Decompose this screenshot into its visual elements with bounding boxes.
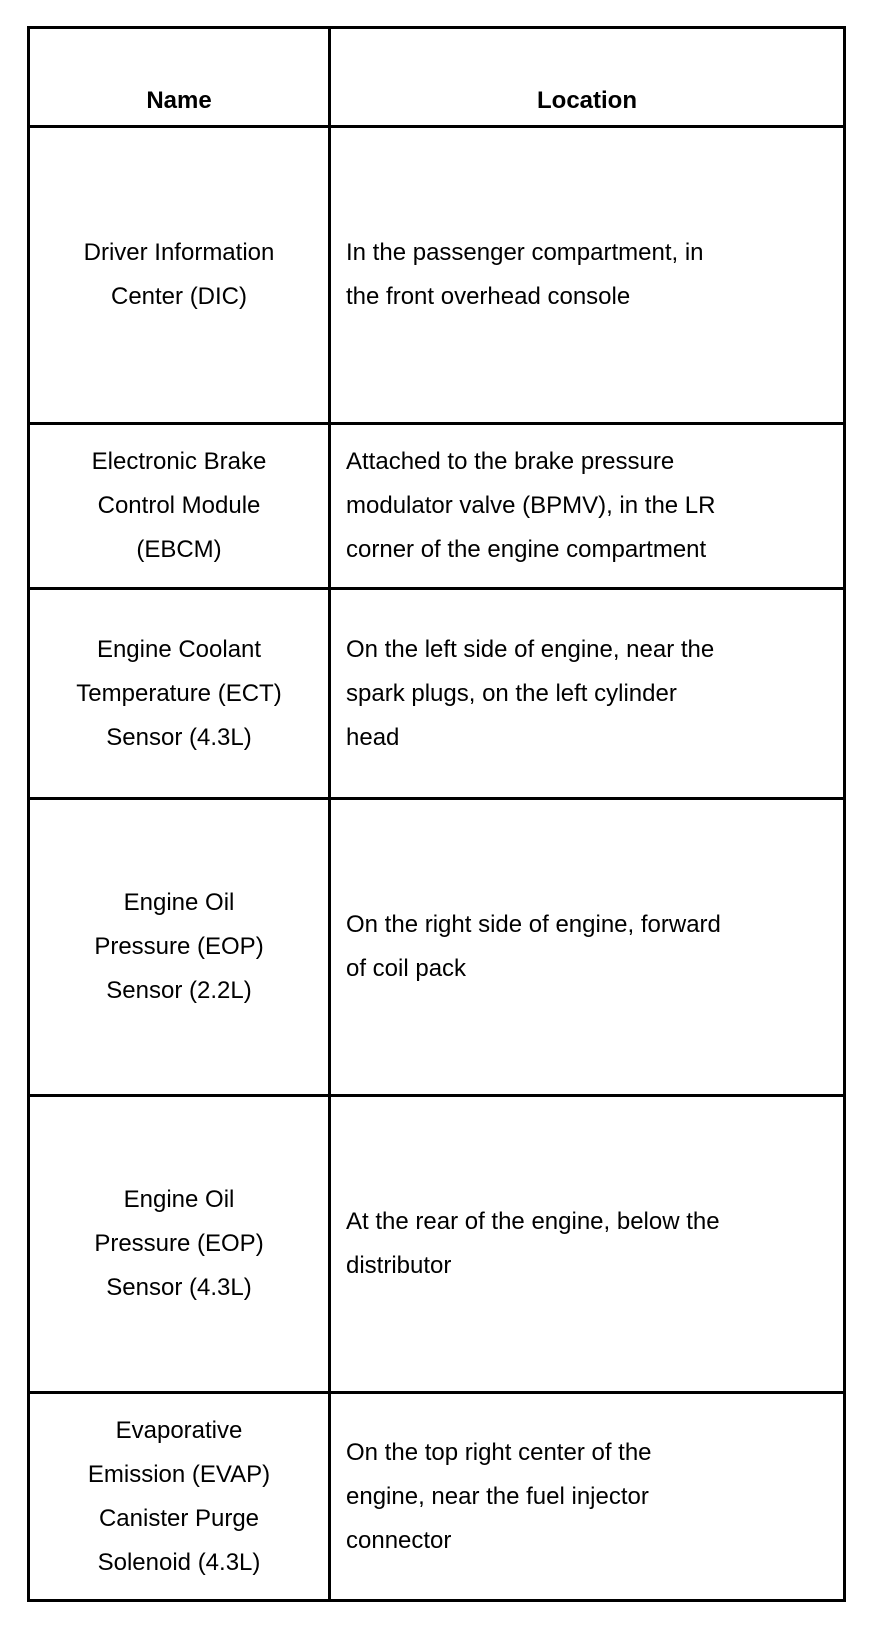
- name-header-label: Name: [146, 87, 212, 114]
- table-row: [29, 424, 845, 589]
- component-location: Attached to the brake pressure modulator valve (BPMV), in the LR corner of the engine compartment: [346, 448, 716, 563]
- table-row: [29, 799, 845, 1096]
- name-cell: [29, 127, 330, 424]
- component-location: On the right side of engine, forward of coil pack: [346, 911, 721, 982]
- component-name: Driver Information Center (DIC): [83, 239, 275, 310]
- table-row: [29, 1393, 845, 1601]
- component-name: Electronic Brake Control Module (EBCM): [91, 448, 267, 563]
- location-header-label: Location: [537, 87, 637, 114]
- component-name: Engine Oil Pressure (EOP) Sensor (2.2L): [94, 889, 264, 1004]
- component-location: On the top right center of the engine, near the fuel injector connector: [346, 1438, 652, 1554]
- name-cell: [29, 799, 330, 1096]
- location-column-header: [330, 28, 845, 127]
- location-cell: [330, 589, 845, 799]
- component-location: In the passenger compartment, in the front overhead console: [346, 239, 704, 310]
- location-cell: [330, 424, 845, 589]
- component-name: Evaporative Emission (EVAP) Canister Purge Solenoid (4.3L): [87, 1416, 271, 1576]
- table-row: [29, 589, 845, 799]
- table-header: [29, 28, 845, 127]
- name-cell: [29, 1096, 330, 1393]
- location-cell: [330, 799, 845, 1096]
- component-location: At the rear of the engine, below the distributor: [346, 1208, 720, 1279]
- component-location-table: [27, 26, 846, 1602]
- component-location: On the left side of engine, near the spark plugs, on the left cylinder head: [346, 635, 715, 751]
- table-body: [29, 127, 845, 1601]
- name-column-header: [29, 28, 330, 127]
- name-cell: [29, 1393, 330, 1601]
- table-row: [29, 1096, 845, 1393]
- component-name: Engine Coolant Temperature (ECT) Sensor (4.3L): [76, 635, 282, 751]
- header-row: [29, 28, 845, 127]
- location-cell: [330, 1393, 845, 1601]
- component-name: Engine Oil Pressure (EOP) Sensor (4.3L): [94, 1186, 264, 1301]
- table-row: [29, 127, 845, 424]
- name-cell: [29, 424, 330, 589]
- location-cell: [330, 1096, 845, 1393]
- location-cell: [330, 127, 845, 424]
- name-cell: [29, 589, 330, 799]
